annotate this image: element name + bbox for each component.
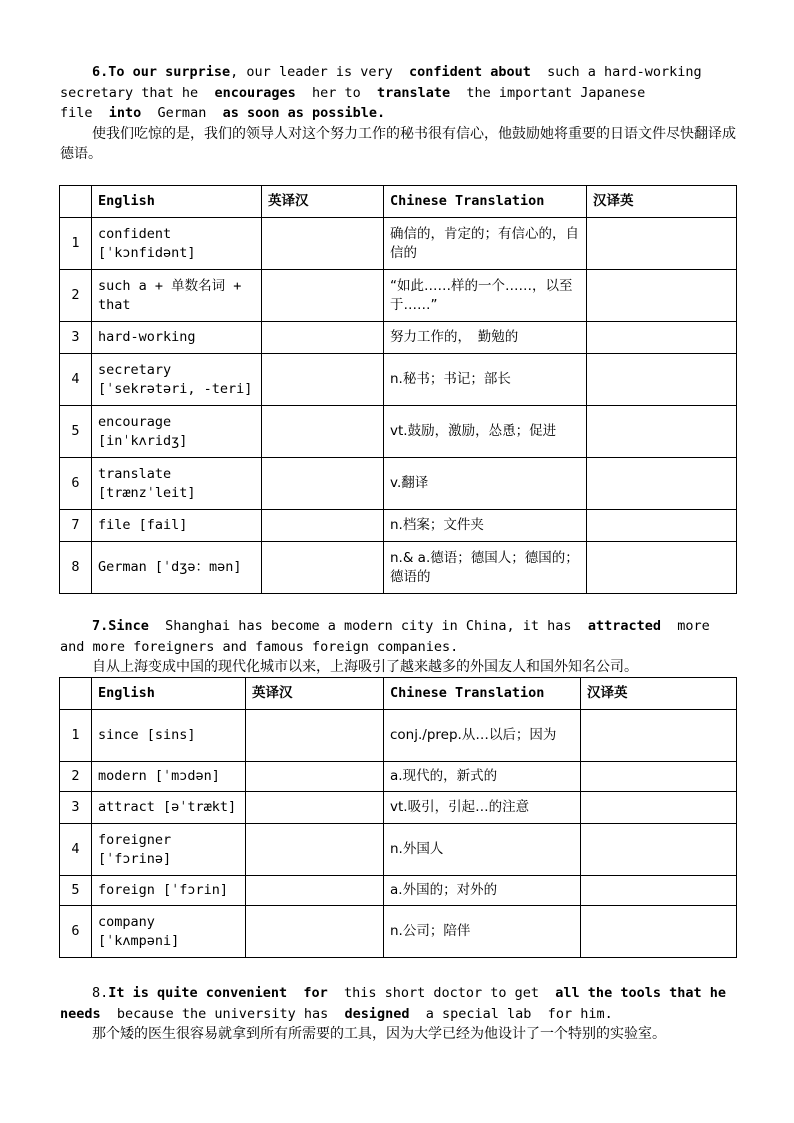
chinese-translation: 努力工作的， 勤勉的 [384, 322, 587, 354]
header-num [60, 678, 92, 710]
sentence-segment: attracted [587, 618, 661, 634]
row-number: 7 [60, 510, 92, 542]
zh-to-en-answer-cell[interactable] [587, 406, 737, 458]
en-to-zh-answer-cell[interactable] [262, 542, 384, 594]
header-english: English [92, 186, 262, 218]
sentence-6 [60, 62, 736, 165]
zh-to-en-answer-cell[interactable] [587, 510, 737, 542]
row-number: 3 [60, 322, 92, 354]
row-number: 6 [60, 458, 92, 510]
zh-to-en-answer-cell[interactable] [587, 542, 737, 594]
english-word: secretary [ˈsekrətəri, -teri] [92, 354, 262, 406]
header-zh-to-en: 汉译英 [581, 678, 737, 710]
table-row [60, 510, 737, 542]
sentence-segment: It is quite convenient for [108, 985, 328, 1001]
table-header-row [60, 186, 737, 218]
row-number: 3 [60, 792, 92, 824]
english-word: such a + 单数名词 + that [92, 270, 262, 322]
row-number: 4 [60, 824, 92, 876]
sentence-segment: , our leader is very [230, 64, 409, 80]
table-row [60, 458, 737, 510]
sentence-segment: the important Japanese [450, 84, 646, 101]
table-row [60, 270, 737, 322]
sentence-segment: this short doctor to get [327, 985, 556, 1001]
sentence-8 [60, 983, 736, 1045]
row-number: 2 [60, 270, 92, 322]
chinese-translation: n.外国人 [384, 824, 581, 876]
sentence-segment: German [141, 105, 223, 121]
en-to-zh-answer-cell[interactable] [246, 824, 384, 876]
en-to-zh-answer-cell[interactable] [262, 322, 384, 354]
en-to-zh-answer-cell[interactable] [262, 354, 384, 406]
zh-to-en-answer-cell[interactable] [587, 354, 737, 406]
table-row [60, 762, 737, 792]
chinese-translation: n.秘书；书记；部长 [384, 354, 587, 406]
chinese-translation: vt.吸引，引起…的注意 [384, 792, 581, 824]
sentence-segment: 7.Since [92, 618, 149, 634]
sentence-segment: Shanghai has become a modern city in China, it has [148, 618, 588, 634]
en-to-zh-answer-cell[interactable] [246, 762, 384, 792]
en-to-zh-answer-cell[interactable] [262, 510, 384, 542]
chinese-translation: “如此……样的一个……，以至于……” [384, 270, 587, 322]
chinese-translation: v.翻译 [384, 458, 587, 510]
english-word: translate [trænzˈleit] [92, 458, 262, 510]
english-word: modern [ˈmɔdən] [92, 762, 246, 792]
sentence-segment: file [60, 105, 109, 121]
en-to-zh-answer-cell[interactable] [262, 270, 384, 322]
sentence-segment: encourages [214, 84, 296, 101]
row-number: 5 [60, 406, 92, 458]
table-row [60, 906, 737, 958]
row-number: 6 [60, 906, 92, 958]
sentence-segment: into [108, 105, 142, 121]
table-row [60, 824, 737, 876]
row-number: 4 [60, 354, 92, 406]
header-num [60, 186, 92, 218]
table-row [60, 406, 737, 458]
sentence-7 [60, 616, 736, 678]
sentence-segment: all the tools that he needs [60, 985, 735, 1022]
table-row [60, 876, 737, 906]
sentence-8-parts [60, 985, 734, 1022]
vocab-table-6 [59, 185, 737, 594]
zh-to-en-answer-cell[interactable] [581, 906, 737, 958]
header-english: English [92, 678, 246, 710]
sentence-segment: 8. [92, 985, 109, 1001]
chinese-translation: n.公司；陪伴 [384, 906, 581, 958]
sentence-segment: such a hard-working secretary that he [60, 64, 710, 101]
table-row [60, 542, 737, 594]
table-row [60, 710, 737, 762]
zh-to-en-answer-cell[interactable] [581, 762, 737, 792]
table-row [60, 354, 737, 406]
vocab-table-7 [59, 677, 737, 958]
en-to-zh-answer-cell[interactable] [246, 792, 384, 824]
header-zh-to-en: 汉译英 [587, 186, 737, 218]
english-word: file [fail] [92, 510, 262, 542]
table-row [60, 792, 737, 824]
sentence-7-chinese [60, 657, 736, 678]
sentence-segment: translate [377, 84, 451, 101]
sentence-6-chinese [60, 124, 736, 165]
sentence-7-chinese-text: 自从上海变成中国的现代化城市以来，上海吸引了越来越多的外国友人和国外知名公司。 [92, 659, 638, 675]
english-word: German [ˈdʒə：mən] [92, 542, 262, 594]
header-chinese-translation: Chinese Translation [384, 186, 587, 218]
zh-to-en-answer-cell[interactable] [587, 322, 737, 354]
sentence-segment: confident about [408, 64, 531, 80]
english-word: company [ˈkʌmpəni] [92, 906, 246, 958]
sentence-8-chinese [60, 1024, 736, 1045]
row-number: 2 [60, 762, 92, 792]
sentence-8-chinese-text: 那个矮的医生很容易就拿到所有所需要的工具，因为大学已经为他设计了一个特别的实验室。 [92, 1026, 666, 1042]
zh-to-en-answer-cell[interactable] [581, 876, 737, 906]
chinese-translation: vt.鼓励，激励，怂恿；促进 [384, 406, 587, 458]
header-chinese-translation: Chinese Translation [384, 678, 581, 710]
zh-to-en-answer-cell[interactable] [587, 218, 737, 270]
sentence-8-english [60, 983, 736, 1024]
sentence-segment: 6.To our surprise [92, 64, 231, 80]
zh-to-en-answer-cell[interactable] [587, 458, 737, 510]
chinese-translation: conj./prep.从…以后；因为 [384, 710, 581, 762]
en-to-zh-answer-cell[interactable] [262, 458, 384, 510]
sentence-segment: her to [295, 84, 377, 101]
english-word: confident [ˈkɔnfidənt] [92, 218, 262, 270]
sentence-segment: designed [344, 1005, 410, 1022]
sentence-7-parts [60, 618, 718, 655]
english-word: hard-working [92, 322, 262, 354]
table-row [60, 322, 737, 354]
english-word: attract [əˈtrækt] [92, 792, 246, 824]
en-to-zh-answer-cell[interactable] [262, 218, 384, 270]
zh-to-en-answer-cell[interactable] [581, 710, 737, 762]
chinese-translation: a.外国的；对外的 [384, 876, 581, 906]
chinese-translation: a.现代的，新式的 [384, 762, 581, 792]
table-header-row [60, 678, 737, 710]
zh-to-en-answer-cell[interactable] [581, 792, 737, 824]
sentence-6-parts [60, 64, 710, 121]
table-row [60, 218, 737, 270]
sentence-segment: because the university has [100, 1005, 345, 1022]
chinese-translation: n.档案；文件夹 [384, 510, 587, 542]
sentence-7-english [60, 616, 736, 657]
english-word: since [sins] [92, 710, 246, 762]
sentence-segment: more and more foreigners and famous foreign companies. [60, 618, 718, 655]
zh-to-en-answer-cell[interactable] [581, 824, 737, 876]
english-word: foreign [ˈfɔrin] [92, 876, 246, 906]
row-number: 1 [60, 218, 92, 270]
en-to-zh-answer-cell[interactable] [246, 710, 384, 762]
zh-to-en-answer-cell[interactable] [587, 270, 737, 322]
header-en-to-zh: 英译汉 [246, 678, 384, 710]
english-word: encourage [inˈkʌridʒ] [92, 406, 262, 458]
chinese-translation: n.& a.德语；德国人；德国的；德语的 [384, 542, 587, 594]
header-en-to-zh: 英译汉 [262, 186, 384, 218]
en-to-zh-answer-cell[interactable] [246, 906, 384, 958]
english-word: foreigner [ˈfɔrinə] [92, 824, 246, 876]
sentence-segment: as soon as possible. [222, 105, 386, 121]
row-number: 1 [60, 710, 92, 762]
sentence-segment: a special lab for him. [409, 1005, 613, 1022]
sentence-6-chinese-text: 使我们吃惊的是，我们的领导人对这个努力工作的秘书很有信心，他鼓励她将重要的日语文件尽快翻译成德语。 [60, 125, 736, 162]
en-to-zh-answer-cell[interactable] [262, 406, 384, 458]
sentence-6-english [60, 62, 736, 124]
chinese-translation: 确信的，肯定的；有信心的，自信的 [384, 218, 587, 270]
row-number: 8 [60, 542, 92, 594]
row-number: 5 [60, 876, 92, 906]
en-to-zh-answer-cell[interactable] [246, 876, 384, 906]
